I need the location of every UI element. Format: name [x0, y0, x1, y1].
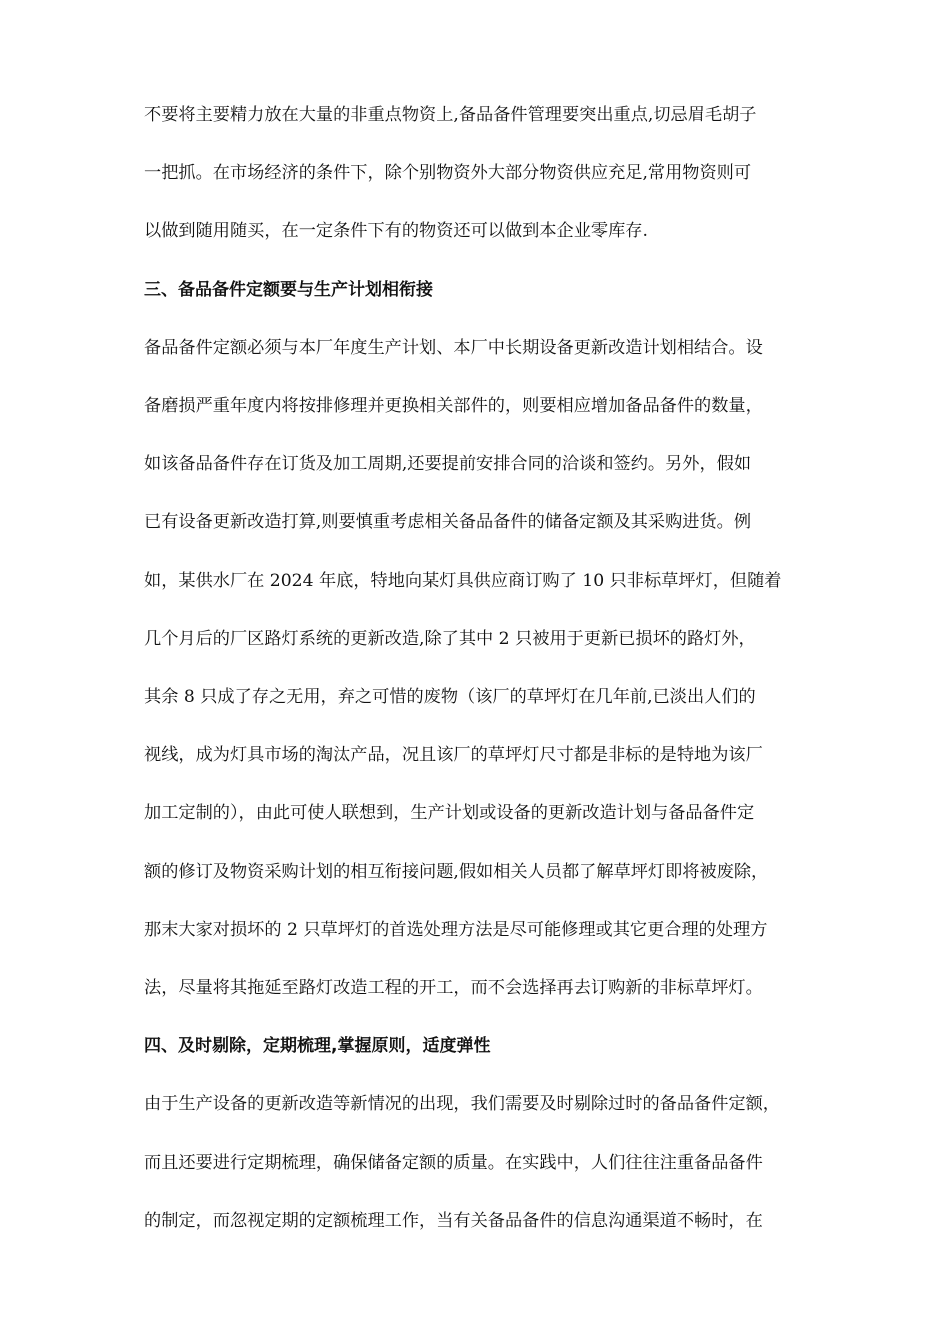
paragraph-line: 视线，成为灯具市场的淘汰产品，况且该厂的草坪灯尺寸都是非标的是特地为该厂 — [144, 745, 763, 766]
paragraph-line: 如该备品备件存在订货及加工周期,还要提前安排合同的洽谈和签约。另外，假如 — [144, 454, 752, 475]
paragraph-line: 已有设备更新改造打算,则要慎重考虑相关备品备件的储备定额及其采购进货。例 — [144, 512, 752, 533]
paragraph-line: 其余 8 只成了存之无用，弃之可惜的废物（该厂的草坪灯在几年前,已淡出人们的 — [144, 687, 756, 707]
paragraph-line: 如，某供水厂在 2024 年底，特地向某灯具供应商订购了 10 只非标草坪灯，但随着 — [144, 570, 782, 591]
section-heading: 三、备品备件定额要与生产计划相衔接 — [144, 279, 433, 300]
paragraph-line: 备磨损严重年度内将按排修理并更换相关部件的，则要相应增加备品备件的数量， — [144, 396, 763, 416]
paragraph-line: 不要将主要精力放在大量的非重点物资上,备品备件管理要突出重点,切忌眉毛胡子 — [144, 105, 757, 125]
paragraph-line: 加工定制的），由此可使人联想到，生产计划或设备的更新改造计划与备品备件定 — [144, 803, 755, 824]
paragraph-line: 而且还要进行定期梳理，确保储备定额的质量。在实践中，人们往往注重备品备件 — [144, 1152, 763, 1173]
paragraph-line: 以做到随用随买，在一定条件下有的物资还可以做到本企业零库存. — [144, 221, 648, 242]
section-heading: 四、及时剔除，定期梳理,掌握原则，适度弹性 — [144, 1036, 491, 1057]
paragraph-line: 备品备件定额必须与本厂年度生产计划、本厂中长期设备更新改造计划相结合。设 — [144, 337, 763, 358]
paragraph-line: 的制定，而忽视定期的定额梳理工作，当有关备品备件的信息沟通渠道不畅时，在 — [144, 1210, 763, 1231]
paragraph-line: 法，尽量将其拖延至路灯改造工程的开工，而不会选择再去订购新的非标草坪灯。 — [144, 978, 763, 998]
paragraph-line: 由于生产设备的更新改造等新情况的出现，我们需要及时剔除过时的备品备件定额， — [144, 1094, 780, 1115]
paragraph-line: 那末大家对损坏的 2 只草坪灯的首选处理方法是尽可能修理或其它更合理的处理方 — [144, 919, 768, 940]
paragraph-line: 几个月后的厂区路灯系统的更新改造,除了其中 2 只被用于更新已损坏的路灯外， — [144, 628, 756, 649]
paragraph-line: 一把抓。在市场经济的条件下，除个别物资外大部分物资供应充足,常用物资则可 — [144, 163, 752, 184]
paragraph-line: 额的修订及物资采购计划的相互衔接问题,假如相关人员都了解草坪灯即将被废除， — [144, 861, 769, 882]
